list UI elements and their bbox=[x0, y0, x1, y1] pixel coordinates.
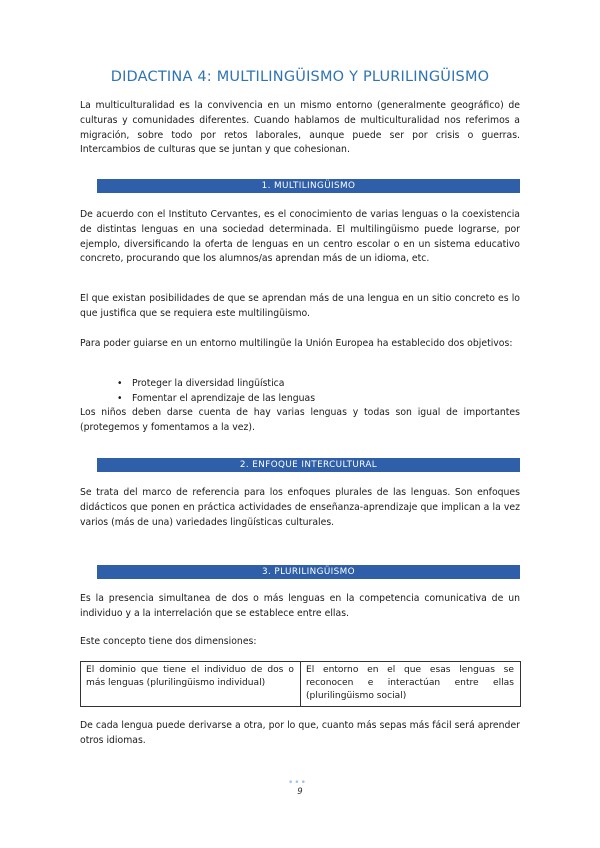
footer-dots-decoration: ••• bbox=[288, 778, 307, 788]
multilinguismo-paragraph-4: Los niños deben darse cuenta de hay varias lenguas y todas son igual de importantes (protegemos y fomentamos a la vez). bbox=[80, 407, 520, 433]
section-heading-plurilinguismo: 3. PLURILINGÜISMO bbox=[97, 565, 520, 579]
dimensions-table bbox=[80, 661, 521, 707]
page-number: 9 bbox=[297, 787, 303, 797]
enfoque-paragraph: Se trata del marco de referencia para los enfoques plurales de las lenguas. Son enfoques didácticos que ponen en práctica actividades de enseñanza-aprendizaje que implican a la vez varios (más de una) variedades lingüísticas culturales. bbox=[80, 487, 520, 528]
section-heading-enfoque-intercultural: 2. ENFOQUE INTERCULTURAL bbox=[97, 458, 520, 472]
table-cell-individual: El dominio que tiene el individuo de dos o más lenguas (plurilingüismo individual) bbox=[81, 662, 301, 707]
plurilinguismo-paragraph-1: Es la presencia simultanea de dos o más lenguas en la competencia comunicativa de un individuo y a la interrelación que se establece entre ellas. bbox=[80, 593, 520, 619]
table-cell-social: El entorno en el que esas lenguas se reconocen e interactúan entre ellas (plurilingüismo social) bbox=[301, 662, 521, 707]
objectives-list bbox=[80, 377, 520, 407]
table-row bbox=[81, 662, 521, 707]
plurilinguismo-paragraph-2: Este concepto tiene dos dimensiones: bbox=[80, 636, 257, 647]
page-title: DIDACTINA 4: MULTILINGÜISMO Y PLURILINGÜISMO bbox=[110, 69, 490, 85]
multilinguismo-paragraph-3: Para poder guiarse en un entorno multilingüe la Unión Europea ha establecido dos objetivos: bbox=[80, 338, 513, 349]
intro-paragraph: La multiculturalidad es la convivencia en un mismo entorno (generalmente geográfico) de culturas y comunidades diferentes. Cuando hablamos de multiculturalidad nos referimos a migración, sobre todo por retos laborales, aunque puede ser por crisis o guerras. Intercambios de culturas que se juntan y que cohesionan. bbox=[80, 100, 520, 156]
list-item: • Fomentar el aprendizaje de las lenguas bbox=[80, 392, 520, 407]
section-heading-multilinguismo: 1. MULTILINGÜISMO bbox=[97, 179, 520, 193]
multilinguismo-paragraph-1: De acuerdo con el Instituto Cervantes, es el conocimiento de varias lenguas o la coexistencia de distintas lenguas en una sociedad determinada. El multilingüismo puede lograrse, por ejemplo, diversificando la oferta de lenguas en un centro escolar o en un sistema educativo concreto, procurando que los alumnos/as aprendan más de un idioma, etc. bbox=[80, 209, 520, 265]
list-item: • Proteger la diversidad lingüística bbox=[80, 377, 520, 392]
multilinguismo-paragraph-2: El que existan posibilidades de que se aprendan más de una lengua en un sitio concreto es lo que justifica que se requiera este multilingüismo. bbox=[80, 293, 520, 319]
plurilinguismo-paragraph-3: De cada lengua puede derivarse a otra, por lo que, cuanto más sepas más fácil será aprender otros idiomas. bbox=[80, 720, 520, 746]
